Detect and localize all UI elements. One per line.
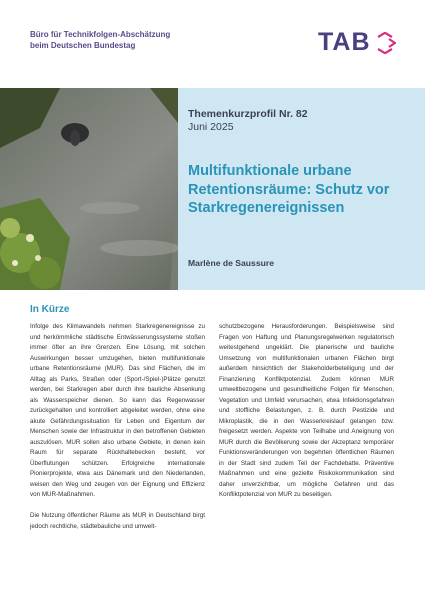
summary-heading: In Kürze: [30, 304, 70, 315]
publication-date: Juni 2025: [188, 121, 234, 133]
summary-paragraph: Infolge des Klimawandels nehmen Starkregenereignisse zu und herkömmliche städtische Entwässerungssysteme stoßen immer öfter an ihre Grenzen. Eine Lösung, mit solchen Auswirkungen besser umzugehen, bieten multifunktionale urbane Retentionsräume (MUR). Das sind Flächen, die im Alltag als Parks, Straßen oder (Sport-/Spiel-)Plätze genutzt werden, bei Starkregen aber durch ihre bauliche Absenkung als Wasserspeicher dienen. So kann das Regenwasser zurückgehalten und kontrolliert abgeleitet werden, ohne eine akute Gefährdungssituation für Leben und Eigentum der Menschen sowie der Infrastruktur in den betroffenen Gebieten auszulösen. MUR sollen also urbane Gebiete, in denen kein Raum für separate Rückhaltebecken besteht, vor Überflutungen schützen. Erfolgreiche internationale Pionierprojekte, etwa aus Dänemark und den Niederlanden, weisen den Weg und zeugen von der Eignung und Effizienz von MUR-Maßnahmen.: [30, 323, 205, 498]
summary-paragraph: schutzbezogene Herausforderungen. Beispielsweise sind Fragen von Haftung und Planungsregelwerken regulatorisch weitestgehend ungeklärt. Die planerische und bauliche Umsetzung von multifunktionalen urbanen Flächen birgt außerdem hinsichtlich der Stakeholderbeteiligung und der Finanzierung Konfliktpotenzial. Zudem können MUR umweltbezogene und gesundheitliche Folgen für Menschen, Vegetation und Umfeld verursachen, etwa Infektionsgefahren und stoffliche Belastungen, z. B. durch Pestizide und Mikroplastik, die in den Wasserkreislauf gelangen bzw. freigesetzt werden. Aspekte von Teilhabe und Aneignung von MUR durch die Bevölkerung sowie der Akzeptanz temporärer Funktionsveränderungen von begehrten öffentlichen Räumen in der Stadt sind zudem Teil der Fachdebatte. Präventive Maßnahmen und eine gezielte Risikokommunikation sind daher unverzichtbar, um mögliche Gefahren und das Konfliktpotenzial von MUR zu beseitigen.: [219, 323, 394, 498]
logo-chevron-icon: [374, 32, 396, 54]
series-number: Themenkurzprofil Nr. 82: [188, 108, 308, 120]
summary-paragraph: Die Nutzung öffentlicher Räume als MUR in Deutschland birgt jedoch rechtliche, städtebauliche und umwelt-: [30, 512, 205, 530]
institution-name: Büro für Technikfolgen-Abschätzung beim Deutschen Bundestag: [30, 30, 171, 50]
logo-text: TAB: [318, 28, 371, 56]
author-name: Marlène de Saussure: [188, 258, 274, 268]
tab-logo: [318, 26, 400, 58]
summary-column-left: [30, 322, 205, 543]
summary-column-right: [219, 322, 394, 511]
document-title: Multifunktionale urbane Retentionsräume: Schutz vor Starkregenereignissen: [188, 163, 390, 216]
